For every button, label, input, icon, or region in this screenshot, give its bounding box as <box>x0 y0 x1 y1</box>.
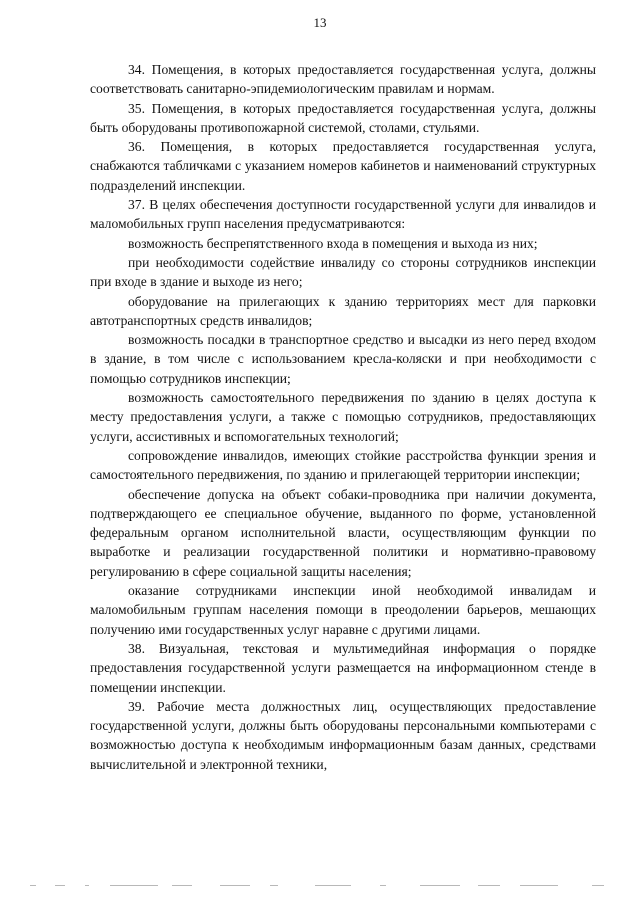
paragraph-37: 37. В целях обеспечения доступности государственной услуги для инвалидов и маломобильных групп населения предусматриваются: <box>90 197 596 232</box>
paragraph-34: 34. Помещения, в которых предоставляется государственная услуга, должны соответствовать санитарно-эпидемиологическим правилам и нормам. <box>90 62 596 97</box>
list-item: обеспечение допуска на объект собаки-проводника при наличии документа, подтверждающего ее специальное обучение, выданного по форме, установленной федеральным органом исполнительной власти, осуществляющим функции по выработке и реализации государственной политики и нормативно-правовому регулированию в сфере социальной защиты населения; <box>90 486 596 579</box>
list-item: возможность беспрепятственного входа в помещения и выхода из них; <box>128 235 538 251</box>
list-item: оказание сотрудниками инспекции иной необходимой инвалидам и маломобильным группам населения помощи в преодолении барьеров, мешающих получению ими государственных услуг наравне с другими лицами. <box>90 583 596 637</box>
scan-artifact-dots <box>0 884 640 888</box>
list-item: возможность посадки в транспортное средство и высадки из него перед входом в здание, в том числе с использованием кресла-коляски и при необходимости с помощью сотрудников инспекции; <box>90 332 596 386</box>
paragraph-35: 35. Помещения, в которых предоставляется государственная услуга, должны быть оборудованы противопожарной системой, столами, стульями. <box>90 100 596 135</box>
paragraph-36: 36. Помещения, в которых предоставляется государственная услуга, снабжаются табличками с указанием номеров кабинетов и наименований структурных подразделений инспекции. <box>90 139 596 193</box>
paragraph-38: 38. Визуальная, текстовая и мультимедийная информация о порядке предоставления государственной услуги размещается на информационном стенде в помещении инспекции. <box>90 640 596 695</box>
page-number: 13 <box>313 15 327 30</box>
list-item: оборудование на прилегающих к зданию территориях мест для парковки автотранспортных средств инвалидов; <box>90 293 596 328</box>
document-body <box>90 60 596 774</box>
list-item: сопровождение инвалидов, имеющих стойкие расстройства функции зрения и самостоятельного передвижения, по зданию и прилегающей территории инспекции; <box>90 447 596 483</box>
list-item: при необходимости содействие инвалиду со стороны сотрудников инспекции при входе в здание и выходе из него; <box>90 254 596 290</box>
list-item: возможность самостоятельного передвижения по зданию в целях доступа к месту предоставления услуги, а также с помощью сотрудников, предоставляющих услуги, ассистивных и вспомогательных технологий; <box>90 390 596 444</box>
paragraph-39: 39. Рабочие места должностных лиц, осуществляющих предоставление государственной услуги, должны быть оборудованы персональными компьютерами с возможностью доступа к необходимым информационным базам данных, средствами вычислительной и электронной техники, <box>90 698 596 772</box>
